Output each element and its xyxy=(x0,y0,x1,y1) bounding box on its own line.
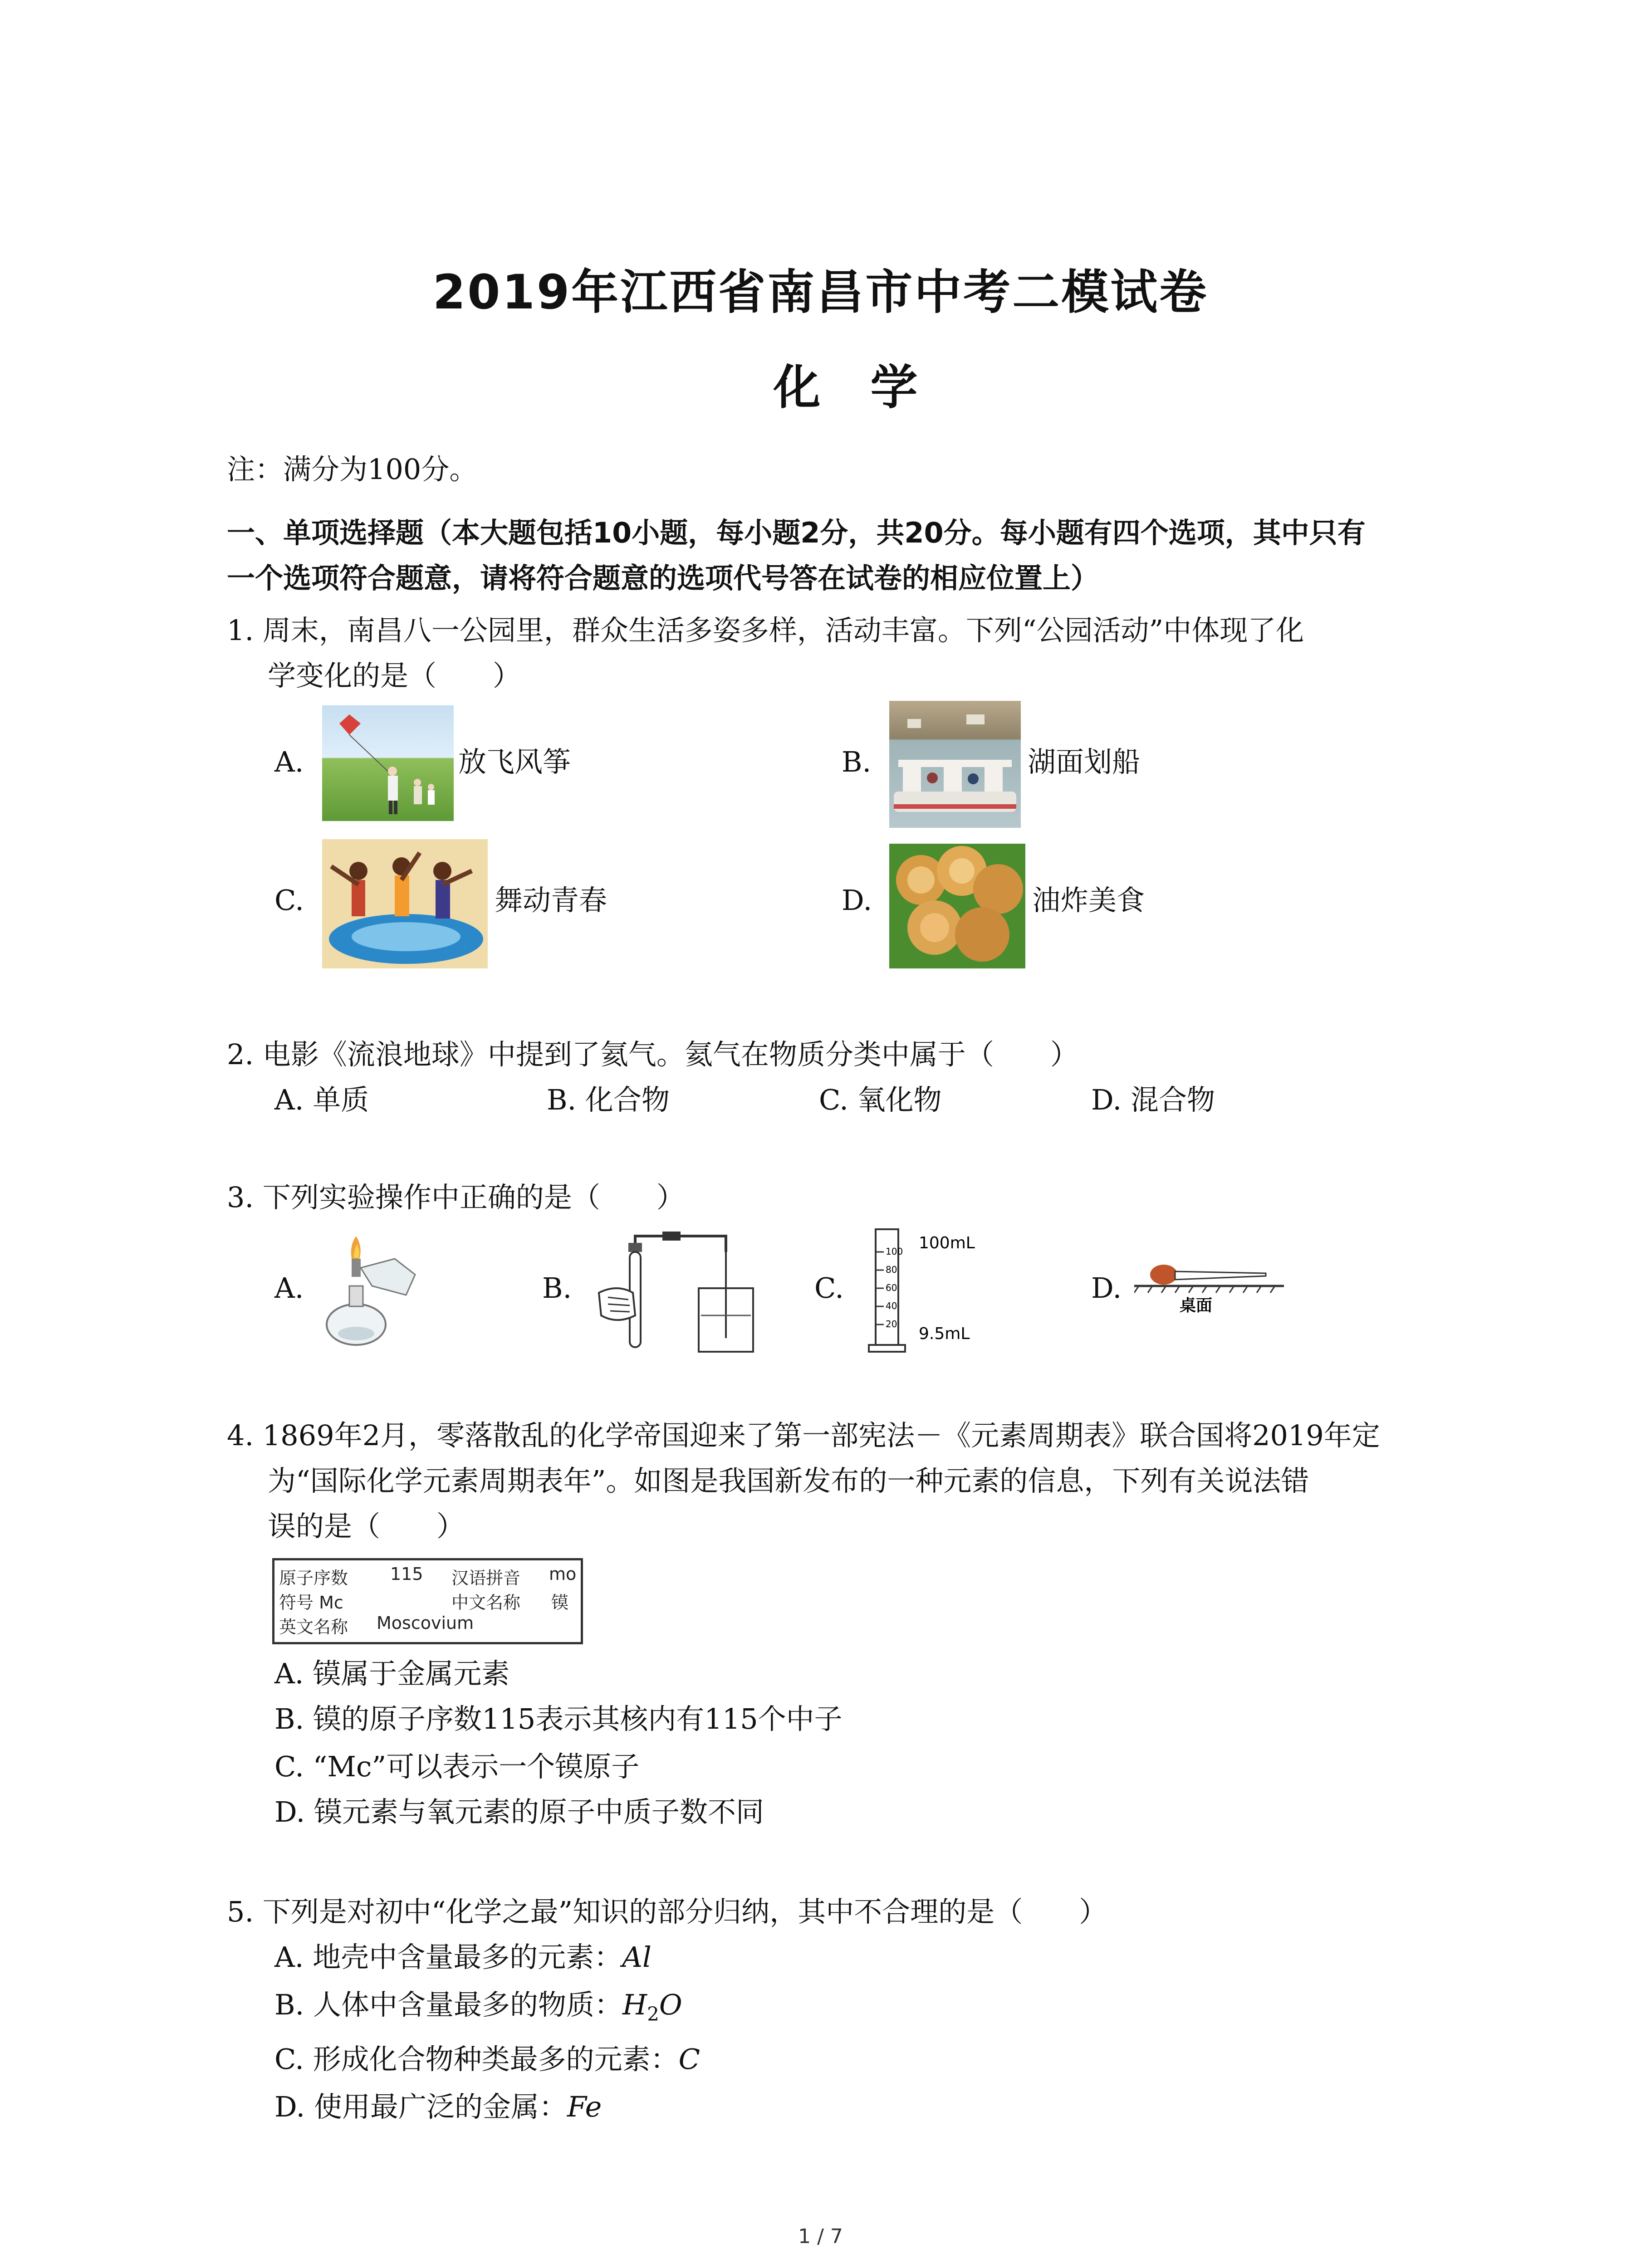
q3-stem: 3. 下列实验操作中正确的是（ ） xyxy=(227,1181,685,1214)
card-atomic-number-label: 原子序数 xyxy=(279,1568,348,1588)
q3-option-c-letter: C. xyxy=(814,1271,844,1305)
q1-option-d-letter: D. xyxy=(842,884,872,917)
q2-option-d xyxy=(1091,1077,1215,1123)
q1-option-d-text: 油炸美食 xyxy=(1032,884,1145,917)
q1-stem-line1: 1. 周末，南昌八一公园里，群众生活多姿多样，活动丰富。下列“公园活动”中体现了化 xyxy=(227,614,1304,647)
q5-option-b-formula-h: H xyxy=(622,1988,647,2021)
table-surface-label: 桌面 xyxy=(1180,1296,1213,1315)
card-english-name-value: Moscovium xyxy=(377,1613,474,1633)
q2-option-b xyxy=(547,1077,670,1123)
q5-option-a-text: 地壳中含量最多的元素： xyxy=(313,1941,622,1974)
q5-option-b-formula-subscript: 2 xyxy=(647,2003,659,2025)
q2-option-a xyxy=(274,1077,369,1123)
subject-title: 化学 xyxy=(773,360,968,415)
q4-stem-line1: 4. 1869年2月，零落散乱的化学帝国迎来了第一部宪法－《元素周期表》联合国将2019年定 xyxy=(227,1419,1380,1452)
q4-option-a-letter: A. xyxy=(274,1657,304,1690)
q3-option-b-letter: B. xyxy=(542,1271,572,1305)
cylinder-label-80: 80 xyxy=(886,1264,897,1275)
section-heading-line1: 一、单项选择题（本大题包括10小题，每小题2分，共20分。每小题有四个选项，其中只有 xyxy=(227,516,1366,549)
dancing-photo xyxy=(322,839,488,968)
q2-option-d-letter: D. xyxy=(1091,1083,1122,1116)
q2-option-b-letter: B. xyxy=(547,1083,577,1116)
q1-option-c-text: 舞动青春 xyxy=(495,884,607,917)
q2-option-a-letter: A. xyxy=(274,1083,304,1116)
q5-option-a-formula: Al xyxy=(622,1941,652,1974)
q2-option-b-text: 化合物 xyxy=(585,1083,670,1116)
q4-option-b-letter: B. xyxy=(274,1702,304,1735)
q5-option-d-letter: D. xyxy=(274,2090,305,2123)
q5-option-d-text: 使用最广泛的金属： xyxy=(314,2090,567,2123)
exam-title: 2019年江西省南昌市中考二模试卷 xyxy=(432,264,1209,320)
q5-option-c-formula: C xyxy=(678,2043,700,2076)
q4-stem-line2: 为“国际化学元素周期表年”。如图是我国新发布的一种元素的信息，下列有关说法错 xyxy=(268,1464,1309,1497)
card-pinyin-label: 汉语拼音 xyxy=(451,1568,521,1588)
q5-option-a xyxy=(274,1935,652,1980)
q5-option-a-letter: A. xyxy=(274,1941,304,1974)
card-chinese-name-value: 镆 xyxy=(551,1593,569,1613)
q1-option-c-letter: C. xyxy=(274,884,304,917)
cylinder-label-100: 100 xyxy=(886,1246,903,1257)
q4-option-c-letter: C. xyxy=(274,1750,304,1783)
q5-option-c-text: 形成化合物种类最多的元素： xyxy=(313,2043,679,2076)
section-heading-line2: 一个选项符合题意，请将符合题意的选项代号答在试卷的相应位置上） xyxy=(227,562,1099,595)
q5-option-c-letter: C. xyxy=(274,2043,304,2076)
q4-option-a xyxy=(274,1651,509,1696)
q1-option-a-letter: A. xyxy=(274,745,304,778)
q4-option-b-text: 镆的原子序数115表示其核内有115个中子 xyxy=(313,1702,843,1735)
card-pinyin-value: mo xyxy=(549,1564,577,1584)
cylinder-label-40: 40 xyxy=(886,1300,897,1311)
q4-stem-line3: 误的是（ ） xyxy=(268,1510,465,1543)
boating-photo xyxy=(889,701,1021,828)
q2-option-c-letter: C. xyxy=(819,1083,848,1116)
q4-option-d-text: 镆元素与氧元素的原子中质子数不同 xyxy=(314,1795,764,1828)
card-chinese-name-label: 中文名称 xyxy=(451,1593,521,1613)
q4-option-c-text: “Mc”可以表示一个镆原子 xyxy=(313,1750,640,1783)
q1-option-b-letter: B. xyxy=(842,745,872,778)
q3-option-a-letter: A. xyxy=(274,1271,304,1305)
q2-option-a-text: 单质 xyxy=(313,1083,369,1116)
card-atomic-number-value: 115 xyxy=(390,1564,423,1584)
graduated-cylinder-diagram xyxy=(862,1220,998,1356)
fried-food-photo xyxy=(889,844,1025,968)
q5-option-b xyxy=(274,1982,682,2037)
cylinder-label-20: 20 xyxy=(886,1319,897,1330)
q5-option-b-text: 人体中含量最多的物质： xyxy=(313,1988,623,2021)
q2-option-c-text: 氧化物 xyxy=(857,1083,942,1116)
q4-option-d xyxy=(274,1789,764,1835)
card-english-name-label: 英文名称 xyxy=(279,1617,348,1637)
cylinder-label-60: 60 xyxy=(886,1282,897,1293)
q2-option-d-text: 混合物 xyxy=(1130,1083,1215,1116)
q1-stem-line2: 学变化的是（ ） xyxy=(268,659,521,692)
q5-option-b-formula-o: O xyxy=(659,1988,682,2021)
gas-tightness-check-diagram xyxy=(590,1225,771,1356)
q5-stem: 5. 下列是对初中“化学之最”知识的部分归纳，其中不合理的是（ ） xyxy=(227,1895,1107,1928)
element-info-card xyxy=(272,1558,583,1644)
q2-option-c xyxy=(819,1077,942,1123)
dropper-on-table-diagram xyxy=(1134,1250,1284,1327)
q5-option-b-letter: B. xyxy=(274,1988,304,2021)
q1-option-a-text: 放飞风筝 xyxy=(458,745,571,778)
score-note: 注：满分为100分。 xyxy=(227,453,478,486)
kite-flying-photo xyxy=(322,705,454,821)
page-number: 1 / 7 xyxy=(798,2225,843,2248)
q1-option-b-text: 湖面划船 xyxy=(1028,745,1141,778)
cylinder-volume-label: 9.5mL xyxy=(919,1325,970,1343)
q2-stem: 2. 电影《流浪地球》中提到了氦气。氦气在物质分类中属于（ ） xyxy=(227,1038,1078,1071)
q5-option-d xyxy=(274,2084,602,2130)
q4-option-a-text: 镆属于金属元素 xyxy=(313,1657,510,1690)
q3-option-d-letter: D. xyxy=(1091,1271,1122,1305)
card-symbol: 符号 Mc xyxy=(279,1593,343,1613)
q4-option-b xyxy=(274,1696,843,1742)
q4-option-c xyxy=(274,1744,639,1789)
q4-option-d-letter: D. xyxy=(274,1795,305,1828)
alcohol-lamp-diagram xyxy=(318,1232,431,1349)
cylinder-capacity-label: 100mL xyxy=(919,1234,975,1252)
q5-option-c xyxy=(274,2037,700,2082)
q5-option-d-formula: Fe xyxy=(567,2090,602,2123)
